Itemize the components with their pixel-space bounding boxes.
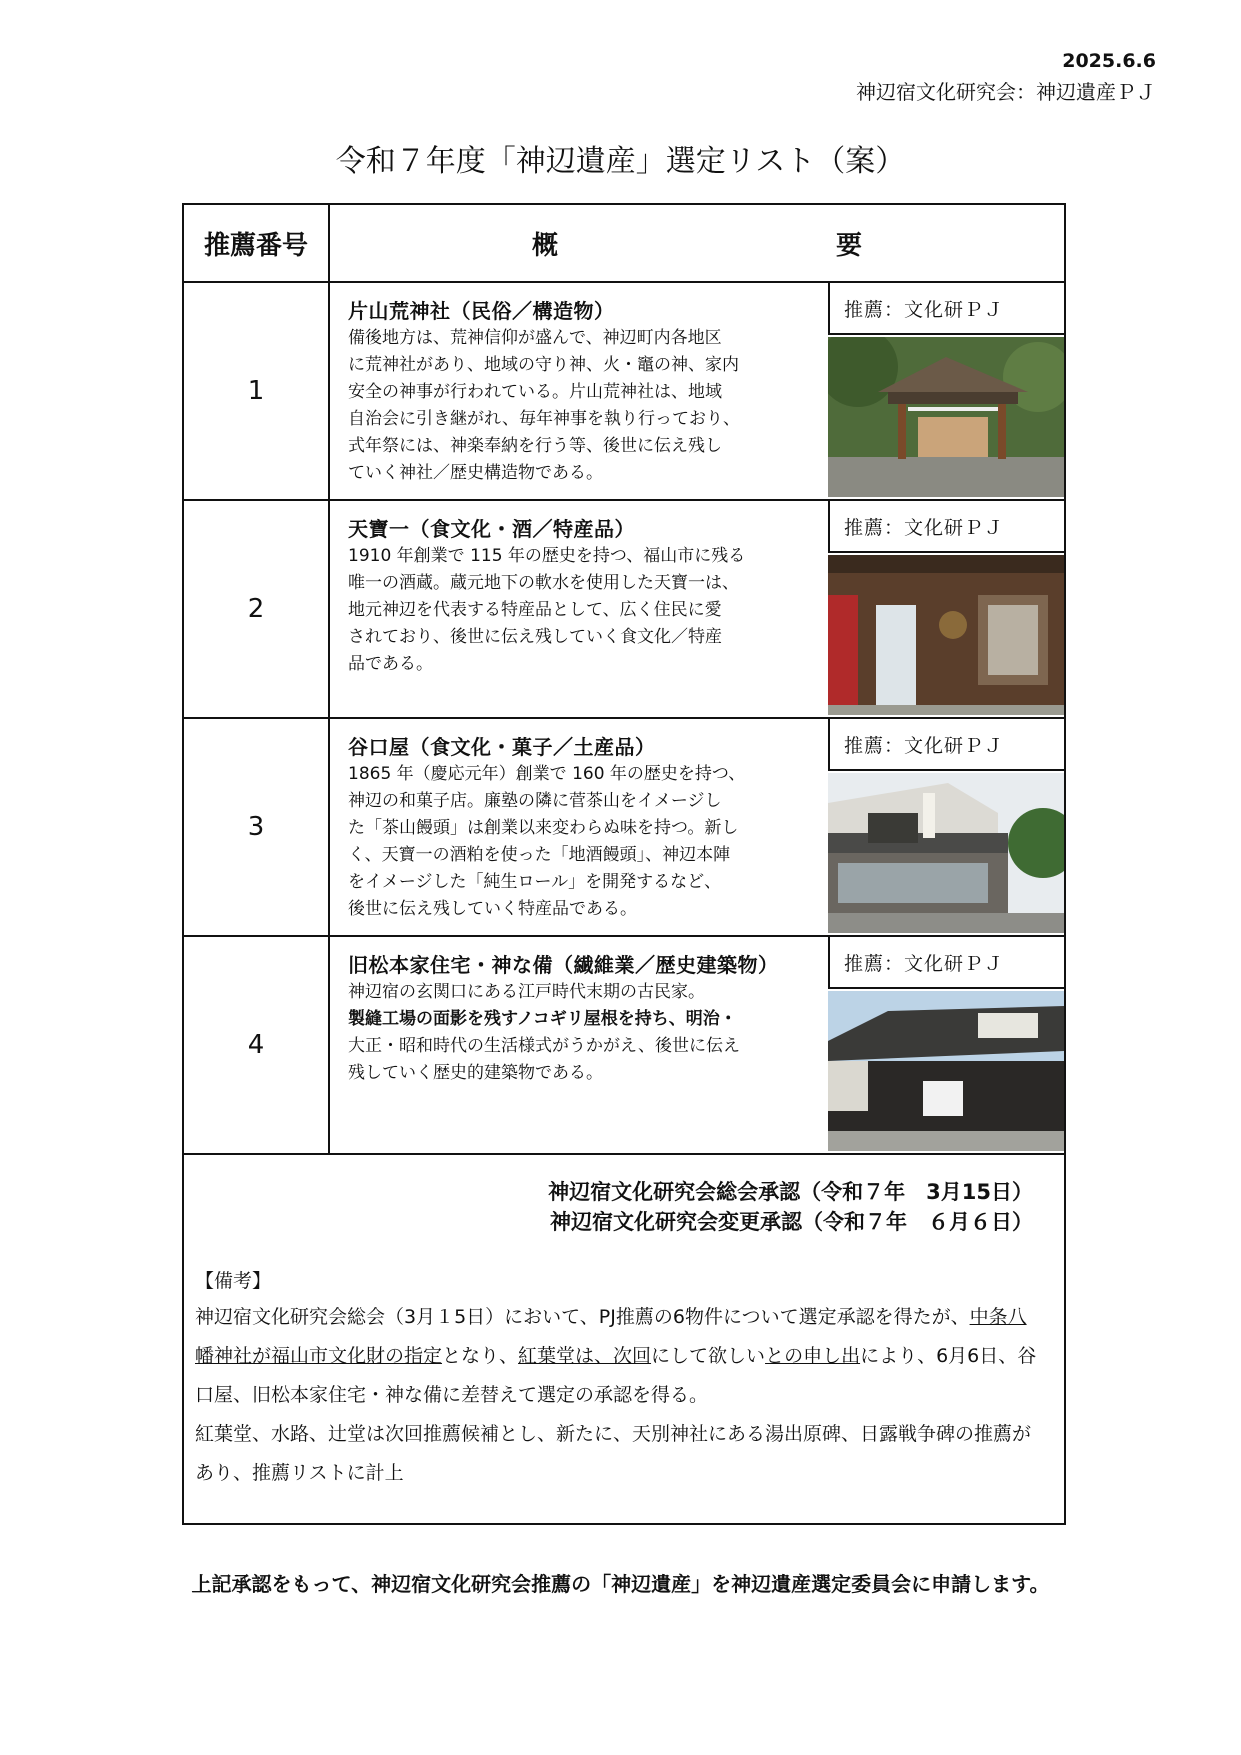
sweets-shop-photo xyxy=(828,773,1064,933)
table-row xyxy=(183,718,1065,936)
table-row xyxy=(183,936,1065,1154)
recommender-box: 推薦：文化研ＰＪ xyxy=(828,719,1064,771)
item-description: 神辺宿の玄関口にある江戸時代末期の古民家。 製縫工場の面影を残すノコギリ屋根を持ち、明治・ 大正・昭和時代の生活様式がうかがえ、後世に伝え 残していく歴史的建築物である。 xyxy=(348,982,741,1083)
column-header-number: 推薦番号 xyxy=(183,204,329,282)
organization-name: 神辺宿文化研究会：神辺遺産ＰＪ xyxy=(856,80,1156,104)
table-row xyxy=(183,282,1065,500)
item-description: 1910 年創業で 115 年の歴史を持つ、福山市に残る 唯一の酒蔵。蔵元地下の軟水を使用した天寶一は、 地元神辺を代表する特産品として、広く住民に愛 されており、後世に伝え残していく食文化／特産 品である。 xyxy=(348,546,746,674)
change-approval: 神辺宿文化研究会変更承認（令和７年 ６月６日） xyxy=(550,1210,1033,1234)
remark-link-momijido: 紅葉堂は、次回 xyxy=(518,1345,652,1367)
row-summary xyxy=(329,936,1065,1154)
remark-link-shrine: 中条八幡神社が福山市文化財の指定 xyxy=(195,1306,1027,1367)
table-bottom-border xyxy=(182,1523,1066,1525)
remarks-label: 【備考】 xyxy=(195,1270,272,1292)
row-number: 1 xyxy=(183,282,329,500)
item-name: 谷口屋（食文化・菓子／土産品） xyxy=(348,735,656,759)
row-number: 2 xyxy=(183,500,329,718)
shrine-photo xyxy=(828,337,1064,497)
remark-link-request: との申し出 xyxy=(765,1345,861,1367)
column-header-summary: 概要 xyxy=(329,204,1065,282)
row-number: 3 xyxy=(183,718,329,936)
row-summary xyxy=(329,500,1065,718)
row-summary xyxy=(329,282,1065,500)
remarks-text: 神辺宿文化研究会総会（3月１5日）において、PJ推薦の6物件について選定承認を得たが、中条八幡神社が福山市文化財の指定となり、紅葉堂は、次回にして欲しいとの申し出により、6月6日、谷口屋、旧松本家住宅・神な備に差替えて選定の承認を得る。 紅葉堂、水路、辻堂は次回推薦候補とし、新たに、天別神社にある湯出原碑、日露戦争碑の推薦があり、推薦リストに計上 xyxy=(195,1306,1037,1484)
page-title: 令和７年度「神辺遺産」選定リスト（案） xyxy=(335,144,906,179)
row-number: 4 xyxy=(183,936,329,1154)
recommender-box: 推薦：文化研ＰＪ xyxy=(828,501,1064,553)
document-date: 2025.6.6 xyxy=(1062,50,1156,72)
row-summary xyxy=(329,718,1065,936)
footer-statement: 上記承認をもって、神辺宿文化研究会推薦の「神辺遺産」を神辺遺産選定委員会に申請します。 xyxy=(191,1572,1050,1596)
selection-table xyxy=(182,203,1066,1155)
table-row xyxy=(183,500,1065,718)
old-house-photo xyxy=(828,991,1064,1151)
recommender-box: 推薦：文化研ＰＪ xyxy=(828,937,1064,989)
item-name: 天寶一（食文化・酒／特産品） xyxy=(348,517,635,541)
item-name: 旧松本家住宅・神な備（繊維業／歴史建築物） xyxy=(348,953,779,977)
recommender-box: 推薦：文化研ＰＪ xyxy=(828,283,1064,335)
item-description: 1865 年（慶応元年）創業で 160 年の歴史を持つ、 神辺の和菓子店。廉塾の隣に菅茶山をイメージし た「茶山饅頭」は創業以来変わらぬ味を持つ。新し く、天寶一の酒粕を使った「地酒饅頭」、神辺本陣 をイメージした「純生ロール」を開発するなど、 後世に伝え残していく特産品である。 xyxy=(348,764,746,919)
item-name: 片山荒神社（民俗／構造物） xyxy=(348,299,615,323)
item-description: 備後地方は、荒神信仰が盛んで、神辺町内各地区 に荒神社があり、地域の守り神、火・竈の神、家内 安全の神事が行われている。片山荒神社は、地域 自治会に引き継がれ、毎年神事を執り行っており、 式年祭には、神楽奉納を行う等、後世に伝え残し ていく神社／歴史構造物である。 xyxy=(348,328,741,483)
general-meeting-approval: 神辺宿文化研究会総会承認（令和７年 3月15日） xyxy=(548,1180,1033,1204)
brewery-photo xyxy=(828,555,1064,715)
